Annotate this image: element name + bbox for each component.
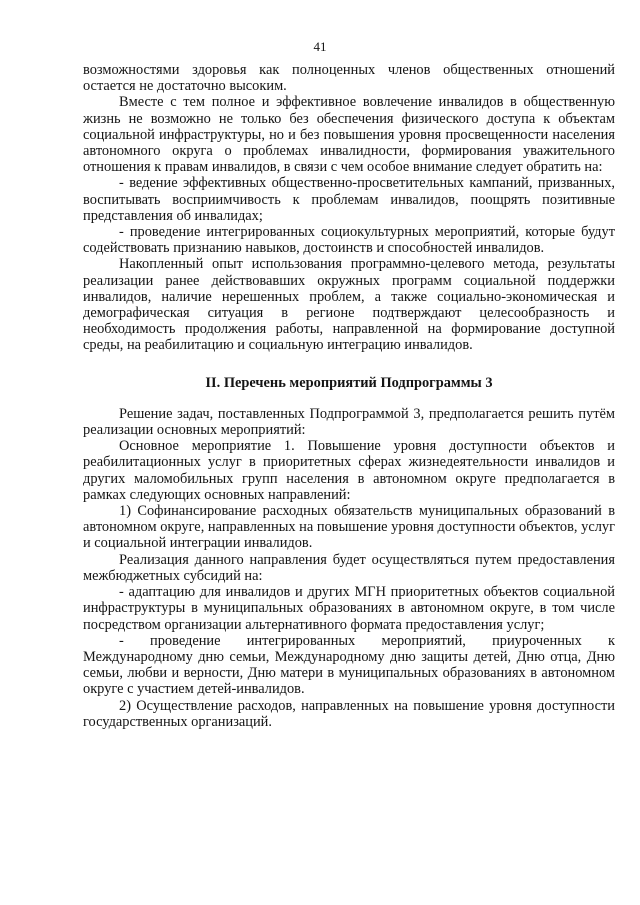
list-item: - ведение эффективных общественно-просветительных кампаний, призванных, воспитывать восприимчивость к проблемам инвалидов, поощрять позитивные представления об инвалидах;: [83, 175, 615, 224]
list-item: - проведение интегрированных социокультурных мероприятий, которые будут содействовать признанию навыков, достоинств и способностей инвалидов.: [83, 224, 615, 257]
paragraph: Реализация данного направления будет осуществляться путем предоставления межбюджетных субсидий на:: [83, 551, 615, 584]
paragraph: 2) Осуществление расходов, направленных на повышение уровня доступности государственных организаций.: [83, 697, 615, 730]
paragraph: Вместе с тем полное и эффективное вовлечение инвалидов в общественную жизнь не возможно не только без обеспечения физического доступа к объектам социальной инфраструктуры, но и без повышения уровня просвещенности населения автономного округа о проблемах инвалидности, формирования уважительного отношения к правам инвалидов, в связи с чем особое внимание следует обратить на:: [83, 94, 615, 176]
document-body: [83, 62, 615, 730]
paragraph: Решение задач, поставленных Подпрограммой 3, предполагается решить путём реализации основных мероприятий:: [83, 405, 615, 439]
paragraph: Основное мероприятие 1. Повышение уровня доступности объектов и реабилитационных услуг в приоритетных сферах жизнедеятельности инвалидов и других маломобильных групп населения в автономном округе предполагается в рамках следующих основных направлений:: [83, 438, 615, 503]
paragraph: Накопленный опыт использования программно-целевого метода, результаты реализации ранее действовавших окружных программ социальной поддержки инвалидов, наличие нерешенных проблем, а также социально-экономическая и демографическая ситуация в регионе подтверждают целесообразность и необходимость продолжения работы, направленной на формирование доступной среды, на реабилитацию и социальную интеграцию инвалидов.: [83, 256, 615, 354]
section-heading: II. Перечень мероприятий Подпрограммы 3: [205, 374, 493, 391]
paragraph: 1) Софинансирование расходных обязательств муниципальных образований в автономном округе, направленных на повышение уровня доступности объектов, услуг и социальной интеграции инвалидов.: [83, 503, 615, 552]
list-item: - проведение интегрированных мероприятий, приуроченных к Международному дню семьи, Международному дню защиты детей, Дню отца, Дню семьи, любви и верности, Дню матери в муниципальных образованиях в автономном округе с участием детей-инвалидов.: [83, 632, 615, 698]
page-number: 41: [313, 39, 327, 54]
list-item: - адаптацию для инвалидов и других МГН приоритетных объектов социальной инфраструктуры в муниципальных образованиях в автономном округе, в том числе посредством организации альтернативного формата предоставления услуг;: [83, 584, 615, 633]
paragraph: возможностями здоровья как полноценных членов общественных отношений остается не достаточно высоким.: [83, 62, 615, 95]
